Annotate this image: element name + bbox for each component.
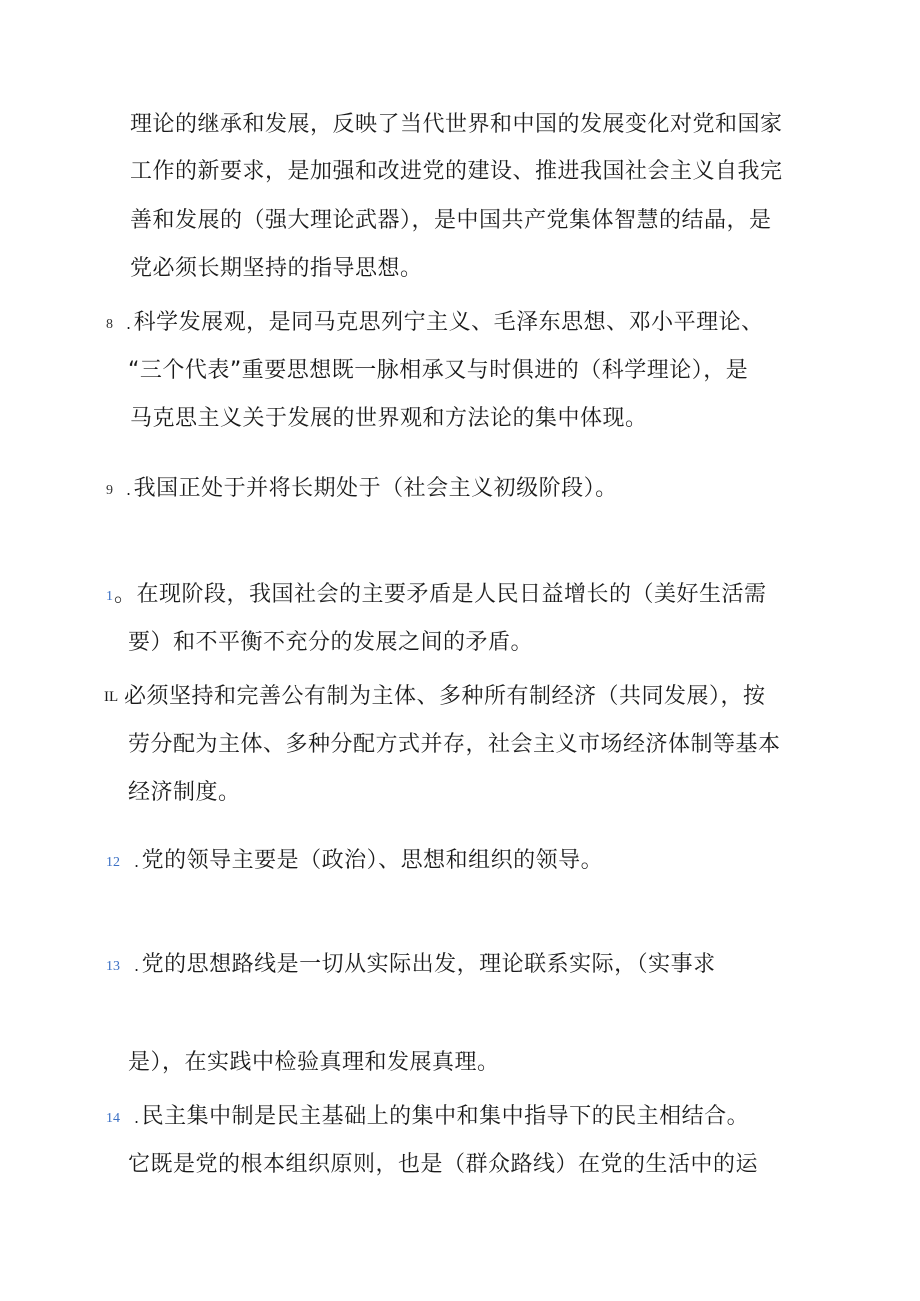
p7-line-4: 党必须长期坚持的指导思想。	[130, 256, 423, 281]
p9-line-1	[126, 474, 618, 505]
p9-dot: .	[126, 480, 132, 499]
p8-line-2: “三个代表”重要思想既一脉相承又与时俱进的（科学理论），是	[128, 358, 749, 383]
p14-dot: .	[134, 1108, 140, 1127]
p7-line-2: 工作的新要求，是加强和改进党的建设、推进我国社会主义自我完	[130, 159, 783, 184]
p12-dot: .	[134, 852, 140, 871]
item-number-10: 1	[106, 589, 113, 604]
p14-line-2: 它既是党的根本组织原则，也是（群众路线）在党的生活中的运	[128, 1152, 759, 1177]
p8-dot: .	[126, 314, 132, 333]
p10-dot: 。	[114, 582, 137, 607]
p7-line-1: 理论的继承和发展，反映了当代世界和中国的发展变化对党和国家	[130, 112, 783, 137]
p14-line-1-text: 民主集中制是民主基础上的集中和集中指导下的民主相结合。	[141, 1104, 750, 1129]
p12-line-1	[134, 846, 603, 877]
item-number-8: 8	[106, 317, 113, 332]
p8-line-1-text: 科学发展观，是同马克思列宁主义、毛泽东思想、邓小平理论、	[133, 310, 764, 335]
p13-line-2: 是），在实践中检验真理和发展真理。	[128, 1050, 500, 1075]
p11-line-2: 劳分配为主体、多种分配方式并存，社会主义市场经济体制等基本	[128, 732, 781, 757]
p11-line-1: 必须坚持和完善公有制为主体、多种所有制经济（共同发展），按	[124, 684, 766, 709]
p9-line-1-text: 我国正处于并将长期处于（社会主义初级阶段）。	[133, 476, 618, 501]
p7-line-3: 善和发展的（强大理论武器），是中国共产党集体智慧的结晶，是	[130, 208, 772, 233]
p8-line-3: 马克思主义关于发展的世界观和方法论的集中体现。	[130, 406, 648, 431]
p12-line-1-text: 党的领导主要是（政治）、思想和组织的领导。	[141, 848, 604, 873]
p11-line-3: 经济制度。	[128, 780, 241, 805]
p10-line-2: 要）和不平衡不充分的发展之间的矛盾。	[128, 630, 534, 655]
p8-line-1	[126, 308, 764, 339]
item-number-14: 14	[106, 1111, 120, 1126]
p14-line-1	[134, 1102, 749, 1133]
item-number-13: 13	[106, 959, 120, 974]
p10-line-1-text: 在现阶段，我国社会的主要矛盾是人民日益增长的（美好生活需	[136, 582, 767, 607]
item-number-9: 9	[106, 483, 113, 498]
p10-line-1	[114, 580, 767, 610]
item-number-12: 12	[106, 855, 120, 870]
p13-dot: .	[134, 956, 140, 975]
p13-line-1	[134, 950, 716, 981]
p13-line-1-text: 党的思想路线是一切从实际出发，理论联系实际，（实事求	[141, 952, 716, 977]
item-number-11: IL	[104, 689, 119, 705]
